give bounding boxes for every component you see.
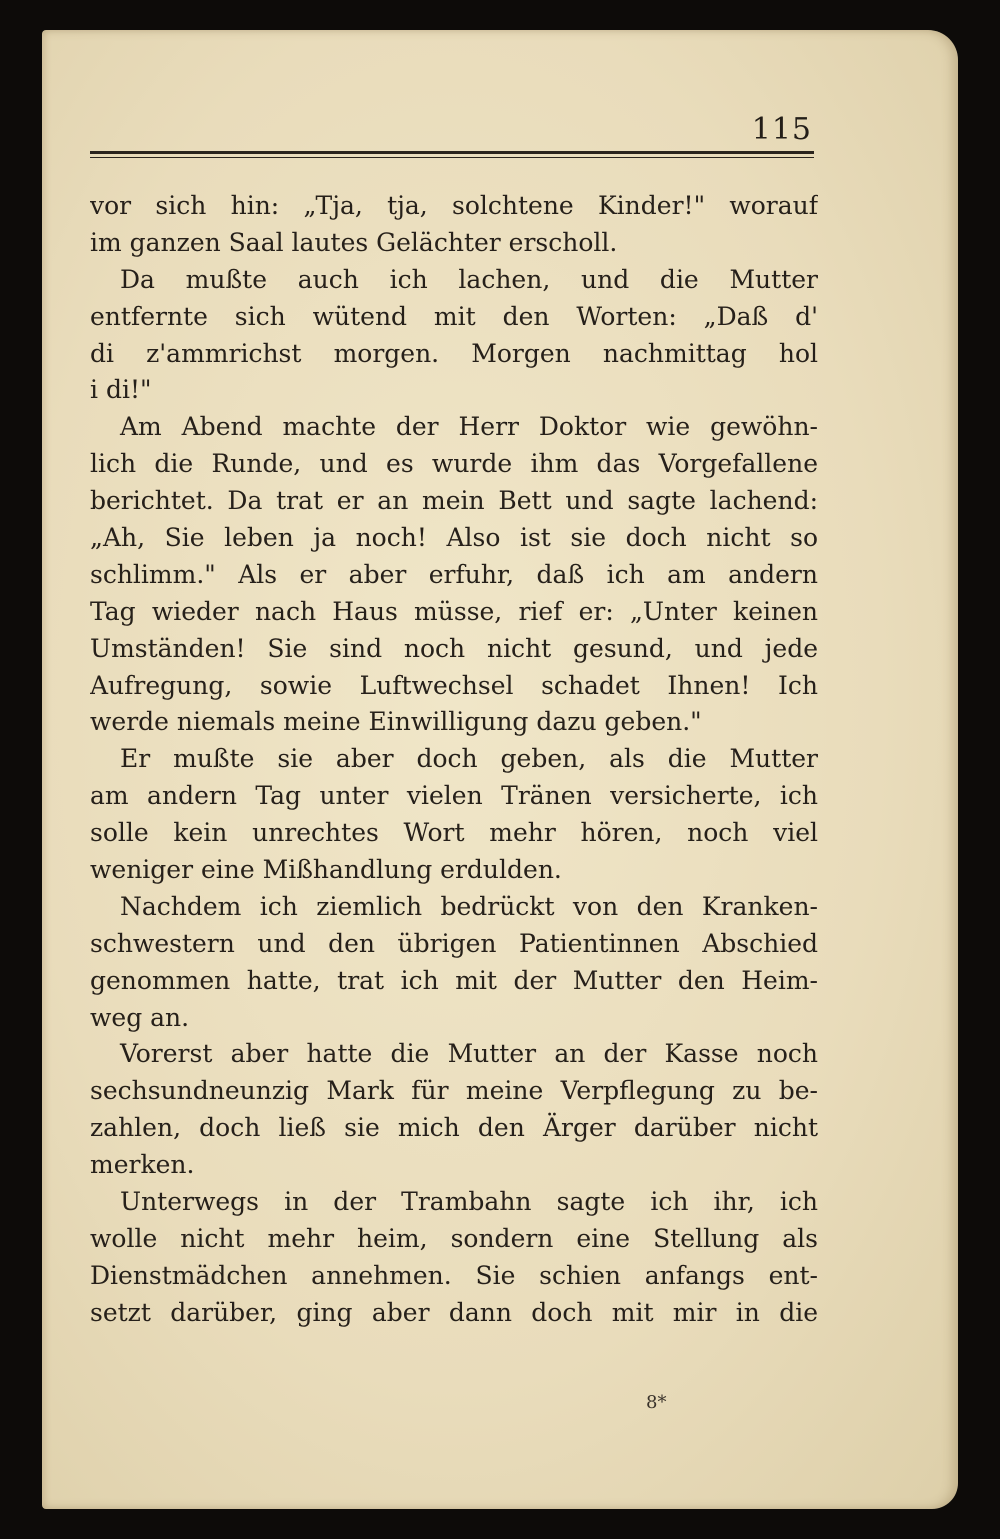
- text-line: Aufregung, sowie Luftwechsel schadet Ihnen! Ich: [90, 670, 818, 700]
- text-line: weniger eine Mißhandlung erdulden.: [90, 855, 562, 885]
- text-line: Unterwegs in der Trambahn sagte ich ihr, ich: [120, 1187, 818, 1217]
- text-line: Da mußte auch ich lachen, und die Mutter: [120, 264, 818, 294]
- text-line: merken.: [90, 1150, 195, 1180]
- text-line: setzt darüber, ging aber dann doch mit mir in die: [90, 1297, 818, 1327]
- signature-mark: 8*: [646, 1392, 667, 1413]
- text-line: im ganzen Saal lautes Gelächter erscholl.: [90, 227, 618, 257]
- header-rule: [90, 151, 814, 154]
- text-line: di z'ammrichst morgen. Morgen nachmittag hol: [90, 338, 818, 368]
- text-line: lich die Runde, und es wurde ihm das Vorgefallene: [90, 449, 818, 479]
- text-line: werde niemals meine Einwilligung dazu geben.": [90, 707, 702, 737]
- text-line: zahlen, doch ließ sie mich den Ärger darüber nicht: [90, 1113, 818, 1143]
- text-line: Tag wieder nach Haus müsse, rief er: „Unter keinen: [90, 596, 818, 626]
- text-line: sechsundneunzig Mark für meine Verpflegung zu be-: [90, 1076, 818, 1106]
- text-line: solle kein unrechtes Wort mehr hören, noch viel: [90, 818, 818, 848]
- text-line: „Ah, Sie leben ja noch! Also ist sie doch nicht so: [90, 523, 818, 553]
- text-line: i di!": [90, 375, 152, 405]
- text-line: am andern Tag unter vielen Tränen versicherte, ich: [90, 781, 818, 811]
- text-line: vor sich hin: „Tja, tja, solchtene Kinder!" worauf: [90, 191, 818, 220]
- text-line: berichtet. Da trat er an mein Bett und sagte lachend:: [90, 486, 818, 516]
- text-line: Umständen! Sie sind noch nicht gesund, und jede: [90, 633, 818, 663]
- text-line: wolle nicht mehr heim, sondern eine Stellung als: [90, 1223, 818, 1253]
- text-line: Am Abend machte der Herr Doktor wie gewöhn-: [120, 412, 818, 442]
- text-line: schlimm." Als er aber erfuhr, daß ich am andern: [90, 559, 818, 589]
- text-line: entfernte sich wütend mit den Worten: „Daß d': [90, 301, 818, 331]
- text-line: weg an.: [90, 1002, 190, 1032]
- text-line: genommen hatte, trat ich mit der Mutter den Heim-: [90, 965, 818, 995]
- text-line: schwestern und den übrigen Patientinnen Abschied: [90, 928, 818, 958]
- text-line: Dienstmädchen annehmen. Sie schien anfangs ent-: [90, 1260, 818, 1290]
- body-text: [90, 188, 818, 1332]
- page-number: 115: [751, 112, 812, 147]
- text-line: Er mußte sie aber doch geben, als die Mutter: [120, 744, 818, 774]
- text-line: Nachdem ich ziemlich bedrückt von den Kranken-: [120, 891, 818, 921]
- book-page: [42, 30, 958, 1509]
- header-rule-thin: [90, 157, 814, 158]
- text-line: Vorerst aber hatte die Mutter an der Kasse noch: [120, 1039, 818, 1069]
